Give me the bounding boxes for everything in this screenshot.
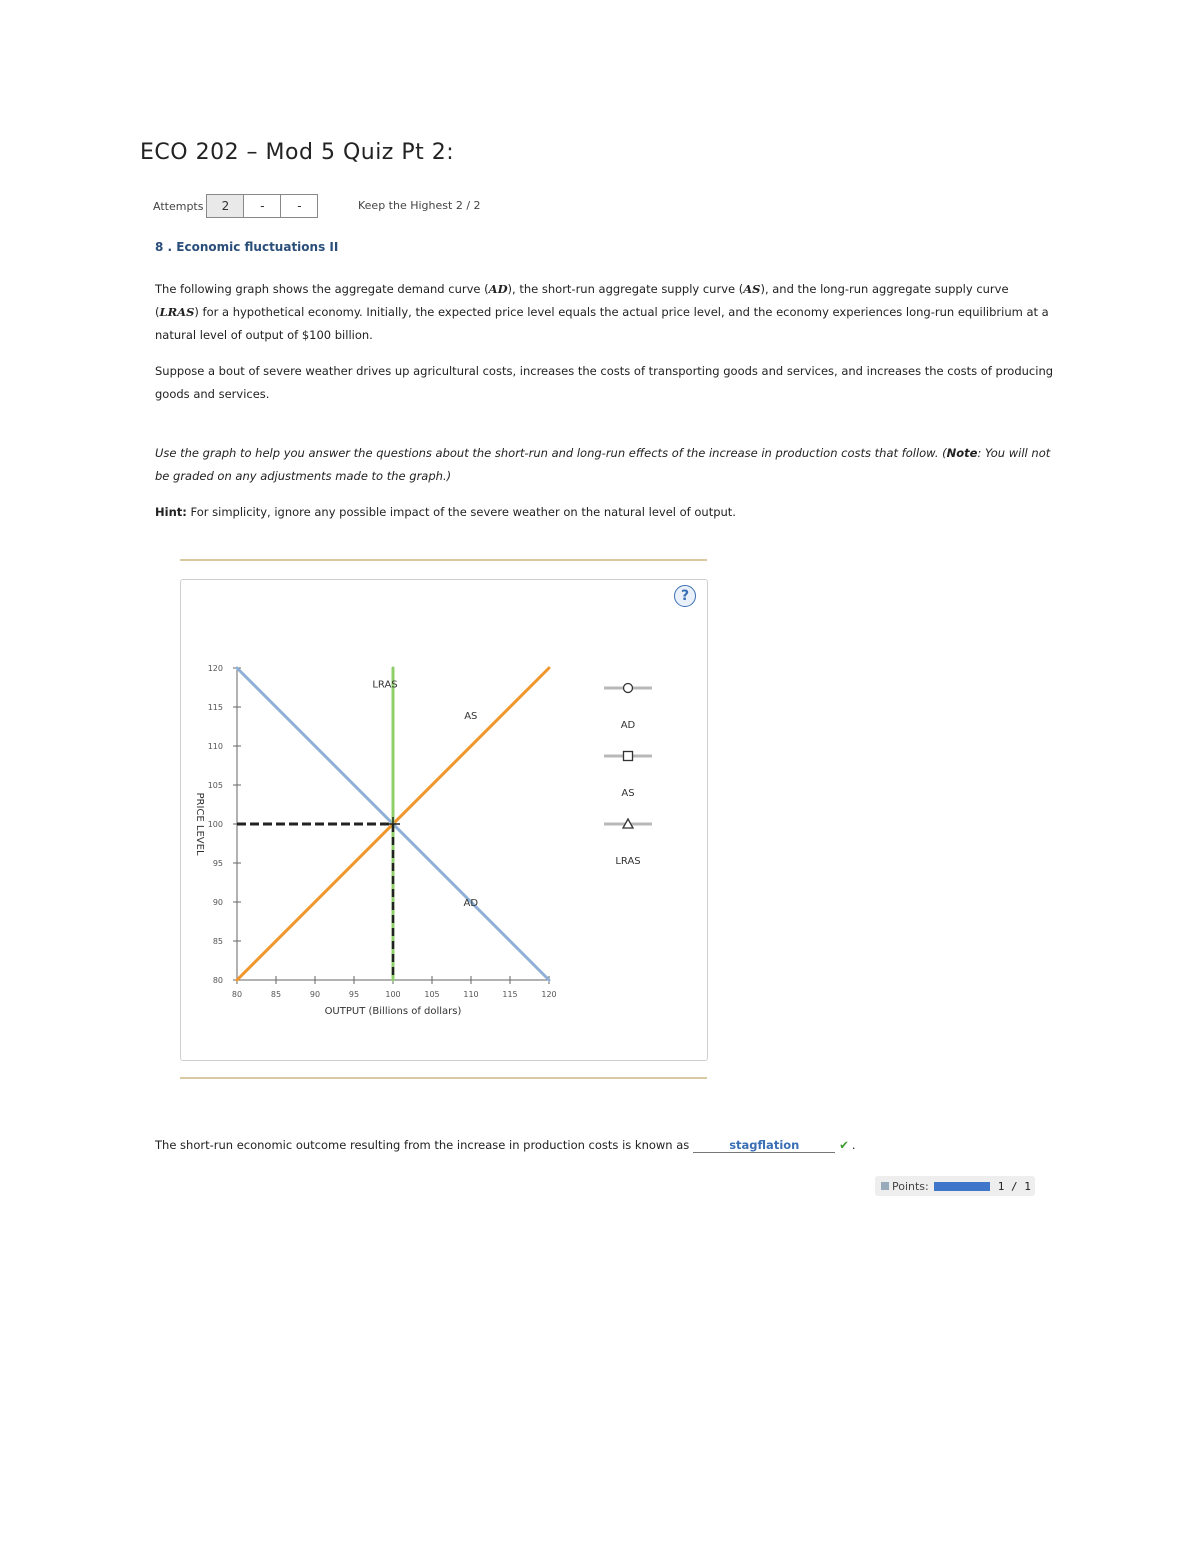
answer-suffix: . (851, 1138, 856, 1152)
y-tick-label: 100 (207, 820, 223, 829)
answer-prefix: The short-run economic outcome resulting from the increase in production costs is known as (155, 1138, 690, 1152)
question-paragraph-1: The following graph shows the aggregate demand curve (AD), the short-run aggregate supply curve (AS), and the long-run aggregate supply curve (LRAS) for a hypothetical economy. Initially, the expected price level equals the actual price level, and the economy experiences long-run equilibrium at a natural level of output of $100 billion. (155, 282, 1049, 342)
help-icon[interactable]: ? (674, 585, 696, 607)
y-tick-label: 90 (212, 898, 223, 907)
flag-icon (881, 1182, 889, 1190)
x-tick-label: 95 (348, 990, 360, 999)
x-tick-label: 85 (270, 990, 282, 999)
y-axis-label: PRICE LEVEL (194, 792, 205, 856)
y-tick-label: 85 (212, 937, 223, 946)
y-tick-label: 105 (207, 781, 223, 790)
attempt-box-3[interactable]: - (280, 194, 318, 218)
points-label: Points: (892, 1179, 929, 1193)
points-badge (875, 1176, 1035, 1196)
x-axis-label: OUTPUT (Billions of dollars) (324, 1006, 462, 1017)
y-tick-label: 80 (212, 976, 223, 985)
keep-highest-label: Keep the Highest 2 / 2 (358, 199, 481, 212)
x-tick-label: 105 (424, 990, 440, 999)
x-tick-label: 110 (463, 990, 479, 999)
attempts-label: Attempts (153, 199, 204, 213)
y-tick-label: 110 (207, 742, 223, 751)
bottom-divider (180, 1077, 707, 1079)
x-tick-label: 115 (502, 990, 518, 999)
instructions-paragraph: Use the graph to help you answer the questions about the short-run and long-run effects of the increase in production costs that follow. (Note: You will not be graded on any adjustments made to the graph.) (155, 446, 1051, 483)
top-divider (180, 559, 707, 561)
attempt-box-1[interactable]: 2 (206, 194, 244, 218)
points-bar (934, 1182, 990, 1191)
legend-circle-icon[interactable] (624, 684, 633, 693)
attempt-box-2[interactable]: - (243, 194, 281, 218)
page-title: ECO 202 – Mod 5 Quiz Pt 2: (140, 140, 455, 165)
answer-line (155, 1138, 856, 1153)
points-value: 1 / 1 (997, 1179, 1031, 1193)
y-tick-label: 115 (207, 703, 223, 712)
curve-label-ad: AD (463, 898, 479, 909)
question-paragraph-2: Suppose a bout of severe weather drives up agricultural costs, increases the costs of transporting goods and services, and increases the costs of producing goods and services. (155, 364, 1054, 401)
curve-label-lras: LRAS (372, 679, 398, 691)
legend-label-lras: LRAS (615, 856, 641, 867)
question-heading: 8 . Economic fluctuations II (155, 240, 339, 254)
chart[interactable] (180, 579, 706, 1059)
x-tick-label: 80 (231, 990, 243, 999)
legend-square-icon[interactable] (624, 752, 633, 761)
curve-label-as: AS (464, 710, 478, 722)
answer-dropdown[interactable]: stagflation (693, 1138, 835, 1153)
x-tick-label: 100 (385, 990, 401, 999)
y-tick-label: 95 (212, 859, 223, 868)
x-tick-label: 90 (309, 990, 321, 999)
checkmark-icon: ✔ (839, 1138, 849, 1152)
y-tick-label: 120 (207, 664, 223, 673)
hint-paragraph: Hint: For simplicity, ignore any possible impact of the severe weather on the natural level of output. (155, 505, 736, 519)
legend-label-as: AS (621, 788, 635, 799)
attempts-row (153, 194, 318, 218)
legend-label-ad: AD (620, 720, 636, 731)
x-tick-label: 120 (541, 990, 557, 999)
